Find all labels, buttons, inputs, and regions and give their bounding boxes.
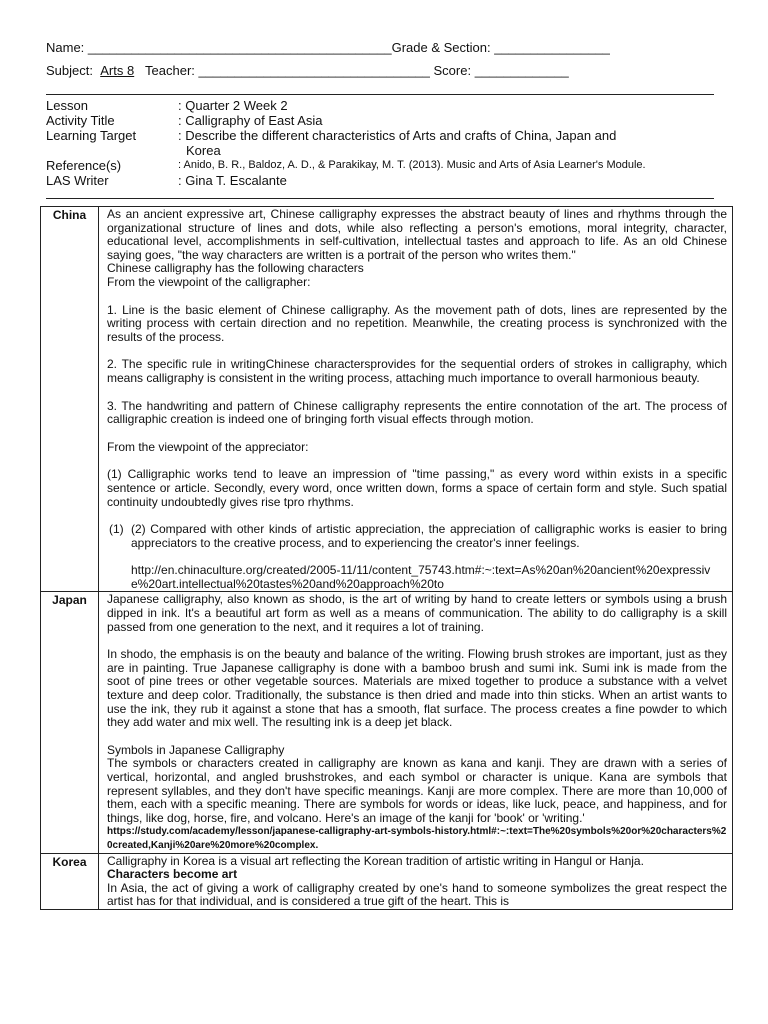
info-divider <box>46 198 714 199</box>
china-appreciator-2 <box>107 523 727 550</box>
korea-label: Korea <box>41 853 99 909</box>
teacher-blank[interactable]: ________________________________ <box>198 63 430 78</box>
japan-content <box>99 592 733 853</box>
china-label: China <box>41 207 99 592</box>
korea-content <box>99 853 733 909</box>
china-calligrapher-viewpoint: From the viewpoint of the calligrapher: <box>107 274 311 289</box>
writer-value: : Gina T. Escalante <box>178 173 287 188</box>
header-divider <box>46 94 714 95</box>
korea-paragraph-2: In Asia, the act of giving a work of calligraphy created by one's hand to someone symbolizes the great respect the artist has for that individual, and is considered a true gift of the heart. This is <box>107 880 727 909</box>
china-point-3: 3. The handwriting and pattern of Chinese calligraphy represents the entire connotation of the art. The process of calligraphic creation is indeed one of bringing forth visual effects through motion. <box>107 398 727 427</box>
japan-source-link[interactable]: https://study.com/academy/lesson/japanese-calligraphy-art-symbols-history.html#:~:text=The%20symbols%20or%20characters%20created,Kanji%20are%20more%20complex. <box>107 826 727 851</box>
target-value: : Describe the different characteristics of Arts and crafts of China, Japan and <box>178 128 617 143</box>
lesson-label: Lesson <box>46 98 88 113</box>
score-blank[interactable]: _____________ <box>474 63 569 78</box>
china-content <box>99 207 733 592</box>
china-point-1: 1. Line is the basic element of Chinese calligraphy. As the movement path of dots, lines are represented by the writing process with certain direction and no repetition. Meanwhile, the creating process is synchronized with the results of the process. <box>107 302 727 344</box>
japan-paragraph-1: Japanese calligraphy, also known as shodo, is the art of writing by hand to create letters or symbols using a brush dipped in ink. It's a beautiful art form as well as a means of communication. The ability to do calligraphy is a skill passed from one generation to the next, and it requires a lot of training. <box>107 592 727 634</box>
china-characters-line: Chinese calligraphy has the following characters <box>107 261 364 276</box>
score-label: Score: <box>433 63 472 78</box>
japan-label: Japan <box>41 592 99 853</box>
target-label: Learning Target <box>46 128 137 143</box>
japan-row <box>41 592 733 853</box>
korea-paragraph-1: Calligraphy in Korea is a visual art reflecting the Korean tradition of artistic writing in Hangul or Hanja. <box>107 853 644 868</box>
korea-subtitle: Characters become art <box>107 867 238 882</box>
lesson-value: : Quarter 2 Week 2 <box>178 98 288 113</box>
name-row <box>46 40 610 55</box>
name-label: Name: <box>46 40 85 55</box>
activity-row <box>46 113 716 128</box>
china-appreciator-2-text: (2) Compared with other kinds of artistic appreciation, the appreciation of calligraphic works is easier to bring appreciators to the creative process, and to experiencing the creator's inner feelings. <box>131 522 727 550</box>
activity-value: : Calligraphy of East Asia <box>178 113 323 128</box>
china-row <box>41 207 733 592</box>
writer-row <box>46 173 716 188</box>
name-blank[interactable]: __________________________________________ <box>87 40 392 55</box>
grade-label: Grade & Section: <box>391 40 491 55</box>
subject-row <box>46 63 569 78</box>
japan-symbols-title: Symbols in Japanese Calligraphy <box>107 742 285 757</box>
writer-label: LAS Writer <box>46 173 109 188</box>
lesson-row <box>46 98 716 113</box>
korea-row <box>41 853 733 909</box>
lesson-info <box>46 98 716 188</box>
calligraphy-table <box>40 206 733 910</box>
japan-paragraph-3: The symbols or characters created in calligraphy are known as kana and kanji. They are drawn with a series of vertical, horizontal, and angled brushstrokes, and each symbol or character is unique. Kana are symbols that represent syllables, and they don't have specific meanings. Kanji are more complex. There are more than 10,000 of them, each with a specific meaning. There are symbols for words or ideas, like luck, peace, and happiness, and for things, like dog, horse, fire, and volcano. Here's an image of the kanji for 'book' or 'writing.' <box>107 756 727 825</box>
activity-label: Activity Title <box>46 113 115 128</box>
china-source-link[interactable]: http://en.chinaculture.org/created/2005-11/11/content_75743.htm#:~:text=As%20an%20ancient%20expressive%20art.intellectual%20tastes%20and%20approach%20to <box>131 563 711 591</box>
teacher-label: Teacher: <box>145 63 195 78</box>
reference-row <box>46 158 716 173</box>
target-row-continued <box>46 143 716 158</box>
subject-label: Subject: <box>46 63 93 78</box>
grade-blank[interactable]: ________________ <box>494 40 610 55</box>
reference-label: Reference(s) <box>46 158 122 173</box>
target-row <box>46 128 716 143</box>
reference-value: : Anido, B. R., Baldoz, A. D., & Parakikay, M. T. (2013). Music and Arts of Asia Learner's Module. <box>178 159 646 171</box>
target-value-continued: Korea <box>186 143 221 158</box>
china-intro: As an ancient expressive art, Chinese calligraphy expresses the abstract beauty of lines and rhythms through the organizational structure of lines and dots, while also reflecting a person's emotions, moral integrity, character, educational level, accomplishments in self-cultivation, intellectual tastes and approach to life. As an old Chinese saying goes, "the way characters are written is a portrait of the person who writes them." <box>107 207 727 262</box>
china-appreciator-viewpoint: From the viewpoint of the appreciator: <box>107 439 309 454</box>
subject-value: Arts 8 <box>100 63 135 78</box>
list-number: (1) <box>109 522 124 537</box>
japan-paragraph-2: In shodo, the emphasis is on the beauty and balance of the writing. Flowing brush strokes are important, just as they are in painting. True Japanese calligraphy is done with a bamboo brush and sumi ink. Sumi ink is made from the soot of pine trees or other vegetable sources. Materials are mixed together to produce a substance with a velvet texture and deep color. Traditionally, the substance is then dried and made into thin sticks. When an artist wants to use the ink, they rub it against a stone that has a smooth, flat surface. The process creates a fine powder to which they add water and mix well. The resulting ink is a deep jet black. <box>107 647 727 730</box>
china-appreciator-1: (1) Calligraphic works tend to leave an impression of "time passing," as every word within exists in a specific sentence or article. Secondly, every word, once written down, forms a space of certain form and style. Such spatial continuity undoubtedly gives rise tpro rhythms. <box>107 467 727 509</box>
china-point-2: 2. The specific rule in writingChinese charactersprovides for the sequential orders of strokes in calligraphy, which means calligraphy is consistent in the writing process, attaching much importance to overall harmonious beauty. <box>107 357 727 385</box>
